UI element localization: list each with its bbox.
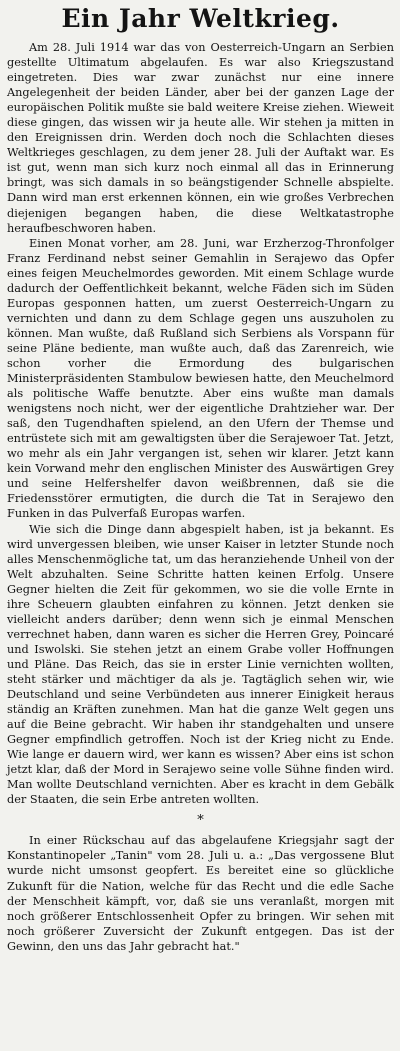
article-paragraph <box>7 40 394 236</box>
paragraph-text: In einer Rückschau auf das abgelaufene Kriegsjahr sagt der Konstantinopeler „Tanin" vom 28. Juli u. a.: „Das vergossene Blut wurde nicht umsonst geopfert. Es bereitet eine so glückliche Zukunft für die Nation, welche für das Recht und die edle Sache der Menschheit kämpft, vor, daß sie uns veranlaßt, morgen mit noch größerer Entschlossenheit Opfer zu bringen. Wir sehen mit noch größerer Zuversicht der Zukunft entgegen. Das ist der Gewinn, den uns das Jahr gebracht hat." <box>7 834 394 953</box>
article-title: Ein Jahr Weltkrieg. <box>61 4 340 33</box>
paragraph-text: Wie sich die Dinge dann abgespielt haben, ist ja bekannt. Es wird unvergessen bleiben, wie unser Kaiser in letzter Stunde noch alles Menschenmögliche tat, um das heranziehende Unheil von der Welt abzuhalten. Seine Schritte hatten keinen Erfolg. Unsere Gegner hielten die Zeit für gekommen, wo sie die volle Ernte in ihre Scheuern glaubten einfahren zu können. Jetzt denken sie vielleicht anders darüber; denn wenn sich je einmal Menschen verrechnet haben, dann waren es sicher die Herren Grey, Poincaré und Iswolski. Sie stehen jetzt an einem Grabe voller Hoffnungen und Pläne. Das Reich, das sie in erster Linie vernichten wollten, steht stärker und mächtiger da als je. Tagtäglich sehen wir, wie Deutschland und seine Verbündeten aus innerer Einigkeit heraus ständig an Kräften zunehmen. Man hat die ganze Welt gegen uns auf die Beine gebracht. Wir haben ihr standgehalten und unsere Gegner empfindlich getroffen. Noch ist der Krieg nicht zu Ende. Wie lange er dauern wird, wer kann es wissen? Aber eins ist schon jetzt klar, daß der Mord in Serajewo seine volle Sühne finden wird. Man wollte Deutschland vernichten. Aber es kracht in dem Gebälk der Staaten, die sein Erbe antreten wollten. <box>7 522 394 807</box>
paragraph-text: Einen Monat vorher, am 28. Juni, war Erzherzog-Thronfolger Franz Ferdinand nebst seiner Gemahlin in Serajewo das Opfer eines feigen Meuchelmordes geworden. Mit einem Schlage wurde dadurch der Oeffentlichkeit bekannt, welche Fäden sich im Süden Europas gesponnen hatten, um zuerst Oesterreich-Ungarn zu vernichten und dann zu dem Schlage gegen uns auszuholen zu können. Man wußte, daß Rußland sich Serbiens als Vorspann für seine Pläne bediente, man wußte auch, daß das Zarenreich, wie schon vorher die Ermordung des bulgarischen Ministerpräsidenten Stambulow bewiesen hatte, den Meuchelmord als politische Waffe benutzte. Aber eins wußte man damals wenigstens noch nicht, wer der eigentliche Drahtzieher war. Der saß, den Tugendhaften spielend, an den Ufern der Themse und entrüstete sich mit am gewaltigsten über die Serajewoer Tat. Jetzt, wo mehr als ein Jahr vergangen ist, sehen wir klarer. Jetzt kann kein Vorwand mehr den englischen Minister des Auswärtigen Grey und seine Helfershelfer davon weißbrennen, daß sie die Friedensstörer ermutigten, die durch die Tat in Serajewo den Funken in das Pulverfaß Europas warfen. <box>7 236 395 521</box>
paragraph-text: Am 28. Juli 1914 war das von Oesterreich-Ungarn an Serbien gestellte Ultimatum abgelaufen. Es war also Kriegszustand eingetreten. Dies war zwar zunächst nur eine innere Angelegenheit der beiden Länder, aber bei der ganzen Lage der europäischen Politik mußte sie bald weitere Kreise ziehen. Wieweit diese gingen, das wissen wir ja heute alle. Wir stehen ja mitten in den Ereignissen drin. Werden doch noch die Schlachten dieses Weltkrieges geschlagen, zu dem jener 28. Juli der Auftakt war. Es ist gut, wenn man sich kurz noch einmal all das in Erinnerung bringt, was sich damals in so beängstigender Schnelle abspielte. Dann wird man erst erkennen können, ein wie großes Verbrechen diejenigen begangen haben, die diese Weltkatastrophe heraufbeschworen haben. <box>7 41 394 235</box>
section-separator: * <box>197 813 204 829</box>
article-paragraph <box>7 833 394 953</box>
article-paragraph <box>7 236 394 522</box>
article-paragraph <box>7 522 394 808</box>
